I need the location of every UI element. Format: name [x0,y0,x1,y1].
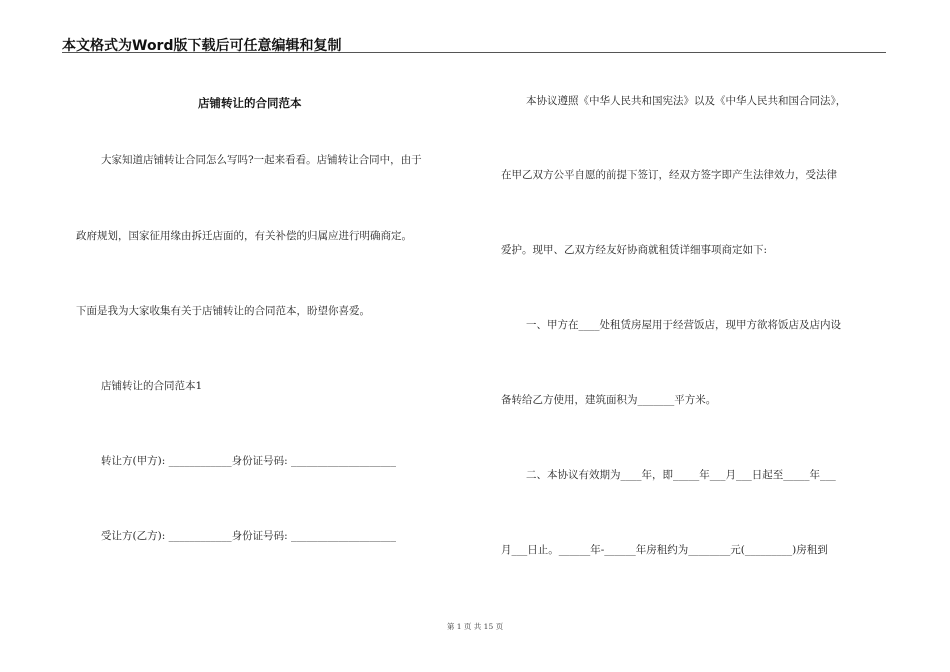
page-footer: 第 1 页 共 15 页 [446,622,504,631]
right-paragraph-line: 爱护。现甲、乙双方经友好协商就租赁详细事项商定如下: [501,244,768,256]
transferor-field: 转让方(甲方): ____________身份证号码: ____________________ [101,455,396,467]
clause-two-line: 二、本协议有效期为____年，即_____年___月___日起至_____年___ [526,469,836,481]
left-paragraph-line: 政府规划，国家征用缘由拆迁店面的，有关补偿的归属应进行明确商定。 [76,230,412,242]
right-paragraph-line: 在甲乙双方公平自愿的前提下签订，经双方签字即产生法律效力，受法律 [501,169,837,181]
clause-one-line: 一、甲方在____处租赁房屋用于经营饭店，现甲方欲将饭店及店内设 [526,319,841,331]
contract-subtitle: 店铺转让的合同范本1 [101,380,203,392]
document-title: 店铺转让的合同范本 [198,96,302,110]
left-paragraph-line: 大家知道店铺转让合同怎么写吗?一起来看看。店铺转让合同中，由于 [101,154,422,166]
clause-two-line: 月___日止。______年-______年房租约为________元(_________)房租到 [501,544,828,556]
left-paragraph-line: 下面是我为大家收集有关于店铺转让的合同范本，盼望你喜爱。 [76,305,370,317]
clause-one-line: 备转给乙方使用，建筑面积为_______平方米。 [501,394,717,406]
transferee-field: 受让方(乙方): ____________身份证号码: ____________________ [101,530,396,542]
right-paragraph-line: 本协议遵照《中华人民共和国宪法》以及《中华人民共和国合同法》， [526,95,847,107]
header-text: 本文格式为Word版下载后可任意编辑和复制 [62,38,342,54]
